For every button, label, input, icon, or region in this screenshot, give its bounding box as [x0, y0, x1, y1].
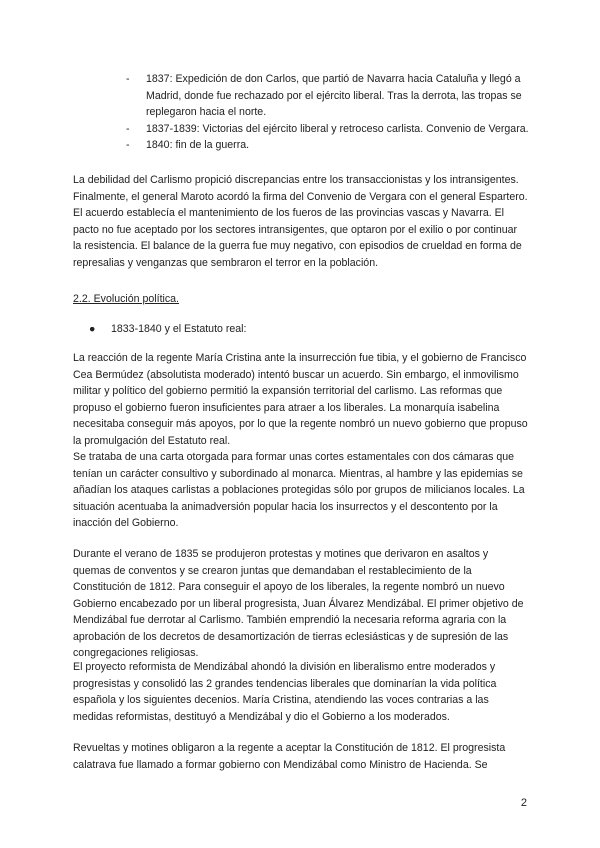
paragraph-verano-1835: Durante el verano de 1835 se produjeron protestas y motines que derivaron en asaltos y quemas de conventos y se crearon juntas que demandaban el restablecimiento de la Constitución de 1812. Para conseguir el apoyo de los liberales, la regente nombró un nuevo Gobierno encabezado por un liberal progresista, Juan Álvarez Mendizábal. El primer objetivo de Mendizábal fue derrotar al Carlismo. También emprendió la necesaria reforma agraria con la aprobación de los decretos de desamortización de tierras eclesiásticas y de supresión de las congregaciones religiosas.: [73, 548, 524, 659]
paragraph-mendizabal: El proyecto reformista de Mendizábal ahondó la división en liberalismo entre moderados y progresistas y consolidó las 2 grandes tendencias liberales que dominarían la vida política española y los siguientes decenios. María Cristina, atendiendo las voces contrarias a las medidas reformistas, destituyó a Mendizábal y dio el Gobierno a los moderados.: [73, 661, 497, 723]
paragraph-carlismo: La debilidad del Carlismo propició discrepancias entre los transaccionistas y los intransigentes. Finalmente, el general Maroto acordó la firma del Convenio de Vergara con el general Espartero. El acuerdo establecía el mantenimiento de los fueros de las provincias vascas y Navarra. El pacto no fue aceptado por los sectores intransigentes, que optaron por el exilio o por continuar la resistencia. El balance de la guerra fue muy negativo, con episodios de crueldad en forma de represalias y venganzas que sembraron el terror en la población.: [73, 174, 528, 269]
timeline-list: [126, 71, 546, 154]
list-marker: -: [126, 122, 130, 135]
bullet-item: [89, 321, 246, 338]
paragraph-revueltas: Revueltas y motines obligaron a la regente a aceptar la Constitución de 1812. El progresista calatrava fue llamado a formar gobierno con Mendizábal como Ministro de Hacienda. Se: [73, 742, 506, 771]
list-item: [126, 71, 546, 121]
bullet-text: 1833-1840 y el Estatuto real:: [111, 323, 247, 335]
list-item-text: 1840: fin de la guerra.: [146, 139, 250, 151]
section-heading: 2.2. Evolución política.: [73, 293, 179, 305]
list-item-text: 1837: Expedición de don Carlos, que partió de Navarra hacia Cataluña y llegó a Madrid, donde fue rechazado por el ejército liberal. Tras la derrota, las tropas se replegaron hacia el norte.: [146, 73, 522, 118]
page-number: 2: [520, 797, 527, 809]
list-item-text: 1837-1839: Victorias del ejército liberal y retroceso carlista. Convenio de Vergara.: [146, 122, 529, 135]
list-marker: -: [126, 139, 130, 151]
paragraph-regente: La reacción de la regente María Cristina ante la insurrección fue tibia, y el gobierno de Francisco Cea Bermúdez (absolutista moderado) intentó buscar un acuerdo. Sin embargo, el inmovilismo militar y político del gobierno permitió la expansión territorial del carlismo. Las reformas que propuso el gobierno fueron insuficientes para atraer a los liberales. La monarquía isabelina necesitaba conseguir más apoyos, por lo que la regente nombró un nuevo gobierno que propuso la promulgación del Estatuto real.: [73, 352, 528, 447]
paragraph-carta: Se trataba de una carta otorgada para formar unas cortes estamentales con dos cámaras que tenían un carácter consultivo y subordinado al monarca. Mientras, al hambre y las epidemias se añadían los ataques carlistas a poblaciones protegidas sólo por grupos de milicianos locales. La situación acentuaba la animadversión popular hacia los insurrectos y el descontento por la inacción del Gobierno.: [73, 451, 525, 529]
bullet-marker: ●: [89, 323, 96, 335]
list-marker: -: [126, 73, 130, 85]
list-item: [126, 121, 546, 138]
list-item: [126, 137, 546, 154]
